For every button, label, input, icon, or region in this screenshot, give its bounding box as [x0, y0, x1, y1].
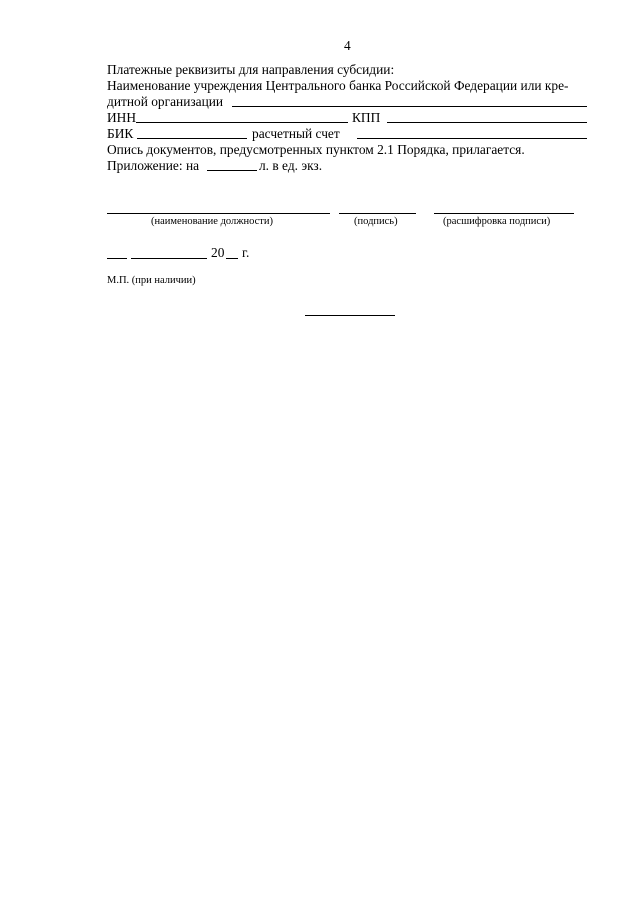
attachment-prefix: Приложение: на: [107, 158, 200, 173]
date-year-suffix: г.: [242, 245, 250, 260]
inn-label: ИНН: [107, 110, 137, 125]
date-year-field[interactable]: [226, 258, 238, 259]
account-label: расчетный счет: [252, 126, 340, 141]
inn-field[interactable]: [136, 122, 348, 123]
signature-caption: (подпись): [354, 216, 398, 227]
bik-field[interactable]: [137, 138, 247, 139]
decoding-field[interactable]: [434, 213, 574, 214]
bank-name-field[interactable]: [232, 106, 587, 107]
attachment-suffix: л. в ед. экз.: [259, 158, 323, 173]
date-year-prefix: 20: [211, 245, 225, 260]
bik-label: БИК: [107, 126, 134, 141]
page-number: 4: [344, 38, 351, 53]
kpp-field[interactable]: [387, 122, 587, 123]
position-field[interactable]: [107, 213, 330, 214]
attachment-pages-field[interactable]: [207, 170, 257, 171]
bank-name-label-line2: дитной организации: [107, 94, 224, 109]
closing-rule: [305, 315, 395, 316]
date-day-field[interactable]: [107, 258, 127, 259]
payment-details-heading: Платежные реквизиты для направления субсидии:: [107, 62, 395, 77]
stamp-note: М.П. (при наличии): [107, 275, 196, 286]
position-caption: (наименование должности): [151, 216, 274, 227]
kpp-label: КПП: [352, 110, 381, 125]
date-month-field[interactable]: [131, 258, 207, 259]
inventory-text: Опись документов, предусмотренных пунктом 2.1 Порядка, прилагается.: [107, 142, 525, 157]
bank-name-label-line1: Наименование учреждения Центрального банка Российской Федерации или кре-: [107, 78, 569, 93]
account-field[interactable]: [357, 138, 587, 139]
decoding-caption: (расшифровка подписи): [443, 216, 551, 227]
signature-field[interactable]: [339, 213, 416, 214]
